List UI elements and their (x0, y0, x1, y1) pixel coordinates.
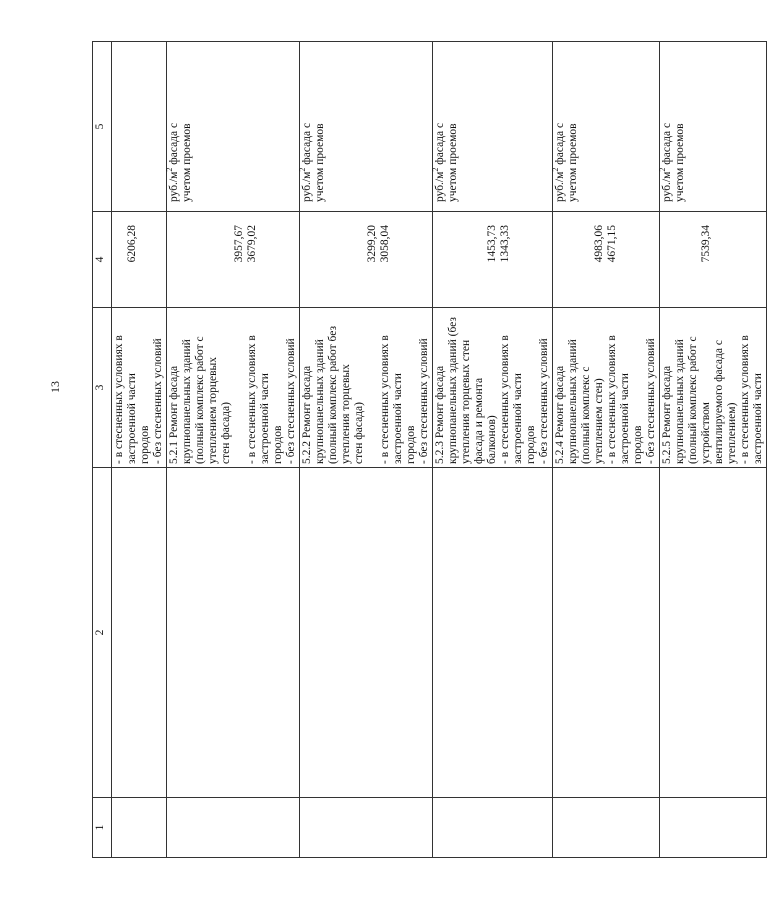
description-line: городов (525, 425, 537, 464)
description-line: - в стесненных условиях в застроенной части (246, 335, 271, 464)
description-line: 5.2.1 Ремонт фасада крупнопанельных зданий (168, 339, 193, 464)
price-value (113, 215, 126, 304)
price-cell (300, 212, 433, 308)
description-line: - в стесненных условиях в застроенной части (113, 335, 138, 464)
price-value: 6206,28 (126, 225, 138, 263)
price-value: 1343,33 (499, 225, 511, 263)
unit-line: учетом проемов (674, 123, 686, 202)
description-cell (112, 308, 167, 468)
price-value (434, 215, 447, 304)
description-line: - в стесненных условиях в застроенной части (379, 335, 404, 464)
price-value (139, 215, 152, 304)
unit-cell (300, 42, 433, 212)
rotated-table-frame (92, 42, 764, 858)
unit-prefix: руб./м (661, 171, 673, 202)
price-value (580, 215, 593, 304)
cell-col-1 (553, 798, 660, 858)
description-line: балконов) (486, 415, 498, 464)
price-value (207, 215, 220, 304)
description-line: городов (632, 425, 644, 464)
cell-col-1 (433, 798, 553, 858)
description-line (233, 311, 246, 464)
unit-line (165, 45, 181, 208)
description-line: городов (405, 425, 417, 464)
price-value: 7539,34 (700, 225, 712, 263)
unit-line: учетом проемов (567, 123, 579, 202)
price-cell (553, 212, 660, 308)
price-value: 3299,20 (366, 225, 378, 263)
price-value (314, 215, 327, 304)
table-row (660, 42, 767, 858)
unit-suffix: фасада с (301, 122, 313, 168)
table-row (553, 42, 660, 858)
unit-line: учетом проемов (181, 123, 193, 202)
price-value (301, 215, 314, 304)
price-value (194, 215, 207, 304)
price-value (661, 215, 674, 304)
unit-superscript: 2 (431, 167, 441, 172)
cell-col-1 (167, 798, 300, 858)
description-line: (полный комплекс с утеплением стен) (580, 366, 605, 464)
unit-prefix: руб./м (434, 171, 446, 202)
tariff-table (92, 41, 767, 858)
unit-prefix: руб./м (554, 171, 566, 202)
table-row (300, 42, 433, 858)
unit-line: учетом проемов (314, 123, 326, 202)
price-value: 3679,02 (246, 225, 258, 263)
description-line: - без стесненных условий (285, 338, 297, 464)
cell-col-2 (112, 468, 167, 798)
column-header-5: 5 (93, 42, 112, 212)
cell-col-2 (300, 468, 433, 798)
price-cell (433, 212, 553, 308)
price-value: 4983,06 (593, 225, 605, 263)
price-value: 1453,73 (486, 225, 498, 263)
description-line: стен фасада) (353, 402, 365, 464)
price-value (674, 215, 687, 304)
unit-line: учетом проемов (447, 123, 459, 202)
price-value (567, 215, 580, 304)
description-line: 5.2.2 Ремонт фасада крупнопанельных зданий (301, 339, 326, 464)
column-header-3: 3 (93, 308, 112, 468)
unit-superscript: 2 (165, 167, 175, 172)
description-line: (полный комплекс работ с утеплением торцевых (194, 336, 219, 464)
unit-suffix: фасада с (661, 122, 673, 168)
price-value (687, 215, 700, 304)
column-header-1: 1 (93, 798, 112, 858)
description-line: вентилируемого фасада с утеплением) (713, 340, 738, 464)
unit-superscript: 2 (551, 167, 561, 172)
description-line: - в стесненных условиях в застроенной части (606, 335, 631, 464)
price-cell (660, 212, 767, 308)
description-line: 5.2.5 Ремонт фасада крупнопанельных зданий (661, 339, 686, 464)
table-row (112, 42, 167, 858)
unit-cell (660, 42, 767, 212)
unit-cell (433, 42, 553, 212)
price-value (353, 215, 366, 304)
price-value (554, 215, 567, 304)
description-line: - в стесненных условиях в застроенной части (739, 335, 764, 464)
description-line: - без стесненных условий (645, 338, 657, 464)
unit-suffix: фасада с (168, 122, 180, 168)
unit-line (551, 45, 567, 208)
unit-prefix: руб./м (301, 171, 313, 202)
description-line: городов (272, 425, 284, 464)
unit-suffix: фасада с (554, 122, 566, 168)
unit-cell (112, 42, 167, 212)
price-value (181, 215, 194, 304)
column-header-4: 4 (93, 212, 112, 308)
unit-line (298, 45, 314, 208)
table-row (433, 42, 553, 858)
description-line: стен фасада) (220, 402, 232, 464)
cell-col-2 (167, 468, 300, 798)
cell-col-2 (433, 468, 553, 798)
price-cell (112, 212, 167, 308)
cell-col-1 (300, 798, 433, 858)
description-line: - в стесненных условиях в застроенной части (499, 335, 524, 464)
description-cell (300, 308, 433, 468)
description-line: 5.2.4 Ремонт фасада крупнопанельных зданий (554, 339, 579, 464)
price-value (460, 215, 473, 304)
price-value (220, 215, 233, 304)
price-value (168, 215, 181, 304)
header-row (93, 42, 112, 858)
table-body (112, 42, 767, 858)
unit-line (658, 45, 674, 208)
description-line: (полный комплекс работ без утепления торцевых (327, 325, 352, 464)
unit-superscript: 2 (658, 167, 668, 172)
description-line: городов (139, 425, 151, 464)
description-cell (660, 308, 767, 468)
unit-cell (553, 42, 660, 212)
price-value (327, 215, 340, 304)
cell-col-1 (112, 798, 167, 858)
description-cell (433, 308, 553, 468)
description-line: 5.2.3 Ремонт фасада крупнопанельных зданий (без (434, 317, 459, 464)
description-cell (167, 308, 300, 468)
page-number: 13 (48, 381, 62, 393)
unit-prefix: руб./м (168, 171, 180, 202)
cell-col-2 (660, 468, 767, 798)
cell-col-2 (553, 468, 660, 798)
description-line: - без стесненных условий (418, 338, 430, 464)
price-value (447, 215, 460, 304)
description-cell (553, 308, 660, 468)
unit-suffix: фасада с (434, 122, 446, 168)
price-value: 3957,67 (233, 225, 245, 263)
table-row (167, 42, 300, 858)
description-line: - без стесненных условий (538, 338, 550, 464)
table-container (92, 42, 764, 858)
cell-col-1 (660, 798, 767, 858)
column-header-2: 2 (93, 468, 112, 798)
unit-superscript: 2 (298, 167, 308, 172)
price-value (340, 215, 353, 304)
price-cell (167, 212, 300, 308)
description-line: (полный комплекс работ с устройством (687, 336, 712, 464)
description-line (366, 311, 379, 464)
description-line: - без стесненных условий (152, 338, 164, 464)
unit-cell (167, 42, 300, 212)
price-value (473, 215, 486, 304)
price-value: 3058,04 (379, 225, 391, 263)
unit-line (431, 45, 447, 208)
price-value: 4671,15 (606, 225, 618, 263)
description-line: утепления торцевых стен фасада и ремонта (460, 339, 485, 464)
